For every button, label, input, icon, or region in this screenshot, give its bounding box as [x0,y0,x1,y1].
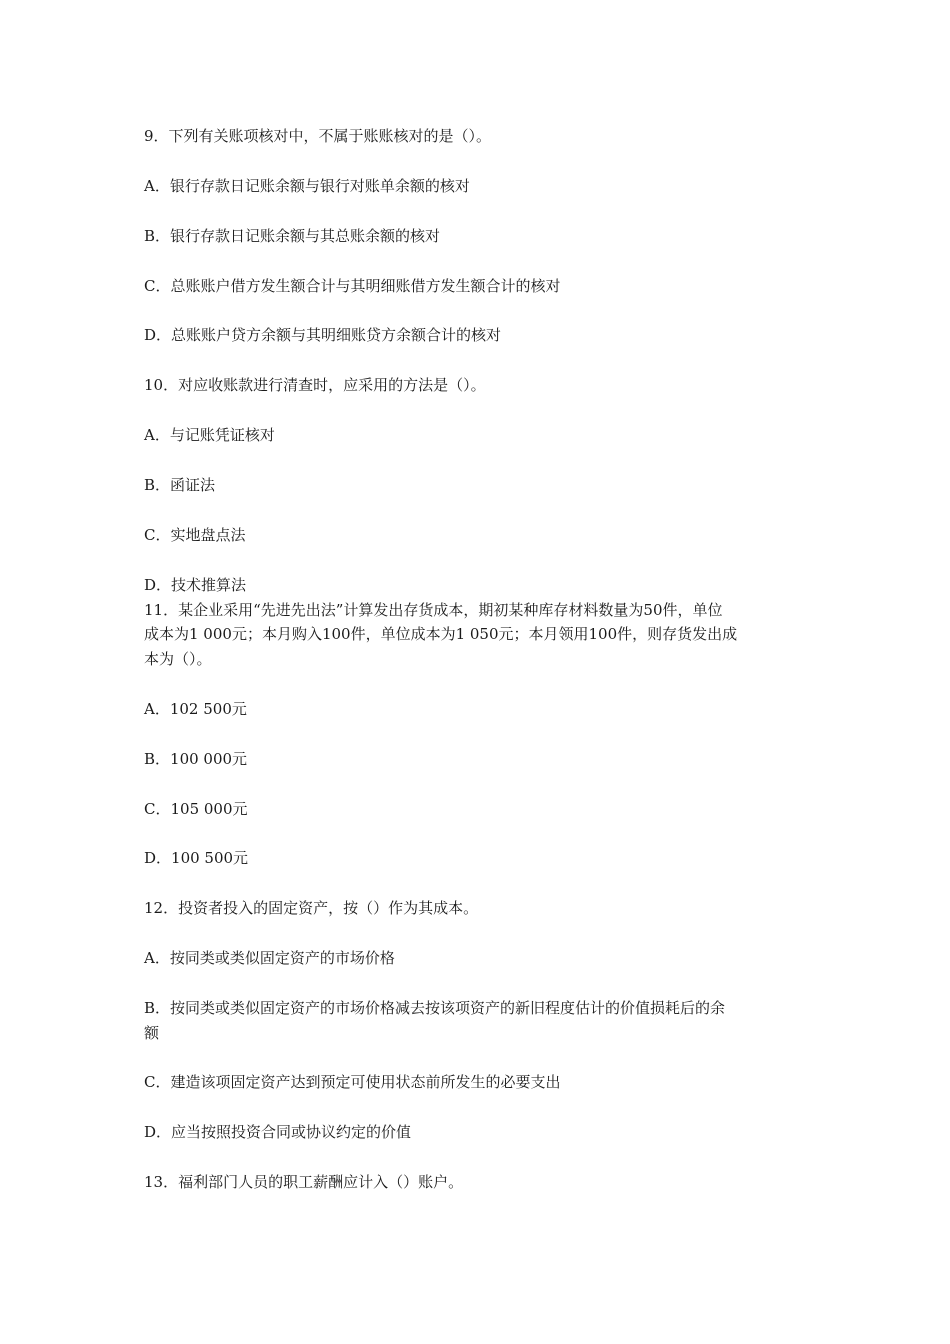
question-9-option-d: D．总账账户贷方余额与其明细账贷方余额合计的核对 [144,326,502,344]
question-11-option-a: A．102 500元 [144,700,247,718]
question-11-option-d: D．100 500元 [144,849,249,867]
question-10-option-b: B．函证法 [144,476,216,494]
question-9-option-c: C．总账账户借方发生额合计与其明细账借方发生额合计的核对 [144,277,561,295]
question-11-stem-line-1: 11．某企业采用“先进先出法”计算发出存货成本，期初某种库存材料数量为50件，单位 [144,601,723,619]
question-12-option-c: C．建造该项固定资产达到预定可使用状态前所发生的必要支出 [144,1073,561,1091]
question-10-option-a: A．与记账凭证核对 [144,426,275,444]
question-11-stem-line-3: 本为（）。 [144,650,212,668]
question-11-stem-line-2: 成本为1 000元；本月购入100件，单位成本为1 050元；本月领用100件，则存货发出成 [144,625,738,643]
question-9-option-a: A．银行存款日记账余额与银行对账单余额的核对 [144,177,470,195]
question-12-option-b-line-1: B．按同类或类似固定资产的市场价格减去按该项资产的新旧程度估计的价值损耗后的余 [144,999,726,1017]
question-9-stem: 9．下列有关账项核对中，不属于账账核对的是（）。 [144,127,492,145]
question-10-option-d: D．技术推算法 [144,576,247,594]
question-12-stem: 12．投资者投入的固定资产，按（）作为其成本。 [144,899,479,917]
question-12-option-b-line-2: 额 [144,1024,160,1042]
question-11-option-b: B．100 000元 [144,750,248,768]
question-12-option-d: D．应当按照投资合同或协议约定的价值 [144,1123,412,1141]
question-9-option-b: B．银行存款日记账余额与其总账余额的核对 [144,227,441,245]
question-13-stem: 13．福利部门人员的职工薪酬应计入（）账户。 [144,1173,464,1191]
question-10-stem: 10．对应收账款进行清查时，应采用的方法是（）。 [144,376,486,394]
question-12-option-a: A．按同类或类似固定资产的市场价格 [144,949,395,967]
question-10-option-c: C．实地盘点法 [144,526,246,544]
question-11-option-c: C．105 000元 [144,800,248,818]
